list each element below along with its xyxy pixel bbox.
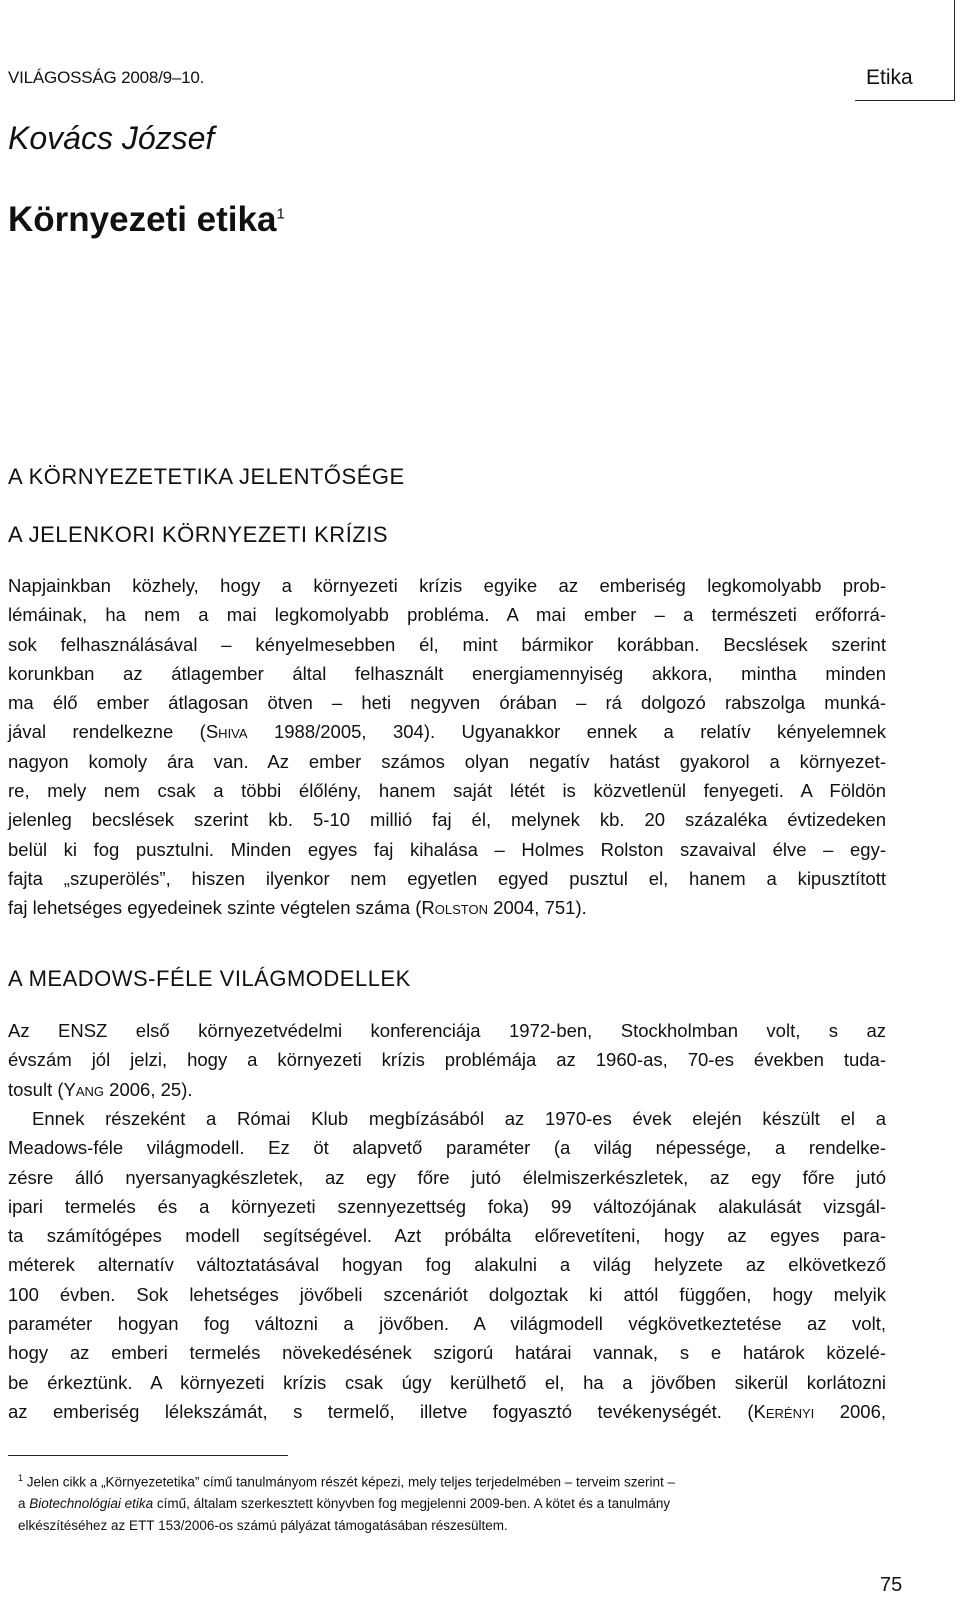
p3-text: Ennek részeként a Római Klub megbízásából az 1970-es évek elején készült el a xyxy=(32,1108,886,1129)
p1-text: jával rendelkezne ( xyxy=(8,721,206,743)
book-title: Biotechnológiai etika xyxy=(29,1496,154,1511)
p1-line xyxy=(8,893,886,922)
citation-author: Shiva xyxy=(205,721,248,743)
p1-line: ma élő ember átlagosan ötven – heti negyven órában – rá dolgozó rabszolga munká- xyxy=(8,692,886,714)
p1-line: korunkban az átlagember által felhasznált energiamennyiség akkora, mintha minden xyxy=(8,662,886,684)
p3-line xyxy=(8,1397,886,1426)
p3-line: zésre álló nyersanyagkészletek, az egy főre jutó élelmiszerkészletek, az egy főre jutó xyxy=(8,1166,886,1188)
citation-author: Yang xyxy=(63,1078,105,1100)
citation-author: Kerényi xyxy=(753,1400,815,1422)
p3-line: paraméter hogyan fog változni a jövőben. A világmodell végkövetkeztetése az volt, xyxy=(8,1313,886,1335)
citation-author: Rolston xyxy=(421,897,489,919)
p1-line: fajta „szuperölés”, hiszen ilyenkor nem egyetlen egyed pusztul el, hanem a kipusztított xyxy=(8,867,886,889)
p1-text: faj lehetséges egyedeinek szinte végtelen száma ( xyxy=(8,897,422,919)
p3-line: ta számítógépes modell segítségével. Azt próbálta előrevetíteni, hogy az egyes para- xyxy=(8,1225,886,1247)
footnote-text: Jelen cikk a „Környezetetika” című tanulmányom részét képezi, mely teljes terjedelmében – terveim szerint – xyxy=(26,1474,676,1490)
p3-text: 2006, xyxy=(814,1400,886,1422)
footnote-line: elkészítéséhez az ETT 153/2006-os számú pályázat támogatásában részesültem. xyxy=(18,1517,508,1533)
p1-line: lémáinak, ha nem a mai legkomolyabb probléma. A mai ember – a természeti erőforrá- xyxy=(8,604,886,626)
article-title-text: Környezeti etika xyxy=(8,200,277,239)
page-number: 75 xyxy=(880,1574,903,1596)
p1-line: re, mely nem csak a többi élőlény, hanem saját létét is közvetlenül fenyegeti. A Földön xyxy=(8,780,886,802)
running-header-journal: VILÁGOSSÁG 2008/9–10. xyxy=(8,68,205,87)
title-footnote-mark: 1 xyxy=(276,205,285,223)
p1-line xyxy=(8,717,886,746)
p2-line: Az ENSZ első környezetvédelmi konferenciája 1972-ben, Stockholmban volt, s az xyxy=(8,1020,886,1041)
p3-line: hogy az emberi termelés növekedésének szigorú határai vannak, s e határok közelé- xyxy=(8,1342,886,1364)
p1-line: jelenleg becslések szerint kb. 5-10 millió faj él, melynek kb. 20 százaléka évtizedeken xyxy=(8,809,886,831)
footnote-line xyxy=(18,1493,888,1515)
p2-line xyxy=(8,1075,886,1104)
footnote xyxy=(18,1468,888,1536)
paragraph-2 xyxy=(8,1016,886,1104)
article-author: Kovács József xyxy=(8,120,215,156)
p2-text: 2006, 25). xyxy=(104,1078,193,1100)
p3-line: méterek alternatív változtatásával hogyan fog alakulni a világ helyzete az elkövetkező xyxy=(8,1254,886,1276)
p1-text: 2004, 751). xyxy=(488,897,587,919)
p3-line: Meadows-féle világmodell. Ez öt alapvető paraméter (a világ népessége, a rendelke- xyxy=(8,1137,886,1159)
footnote-line xyxy=(18,1468,888,1493)
p2-text: tosult ( xyxy=(8,1078,64,1100)
p2-line: évszám jól jelzi, hogy a környezeti krízis problémája az 1960-as, 70-es években tuda- xyxy=(8,1049,886,1071)
p1-line: Napjainkban közhely, hogy a környezeti krízis egyike az emberiség legkomolyabb prob- xyxy=(8,575,886,596)
p3-line xyxy=(8,1104,886,1133)
footnote-rule xyxy=(8,1455,288,1456)
p1-text: 1988/2005, 304). Ugyanakkor ennek a relatív kényelemnek xyxy=(247,721,887,743)
footnote-text: a xyxy=(18,1496,30,1511)
section-heading-1: A KÖRNYEZETETIKA JELENTŐSÉGE xyxy=(8,464,405,489)
paragraph-3 xyxy=(8,1104,886,1426)
p3-line: be érkeztünk. A környezeti krízis csak úgy kerülhető el, ha a jövőben sikerül korlátozni xyxy=(8,1371,886,1393)
p1-line: sok felhasználásával – kényelmesebben él, mint bármikor korábban. Becslések szerint xyxy=(8,633,886,655)
paragraph-1 xyxy=(8,571,886,923)
p3-line: 100 évben. Sok lehetséges jövőbeli szcenáriót dolgoztak ki attól függően, hogy melyik xyxy=(8,1283,886,1305)
footnote-mark: 1 xyxy=(18,1473,24,1483)
footnote-text: című, általam szerkesztett könyvben fog megjelenni 2009-ben. A kötet és a tanulmány xyxy=(153,1496,671,1511)
p1-line: belül ki fog pusztulni. Minden egyes faj kihalása – Holmes Rolston szavaival élve – egy- xyxy=(8,838,886,860)
article-title xyxy=(8,200,285,240)
p1-line: nagyon komoly ára van. Az ember számos olyan negatív hatást gyakorol a környezet- xyxy=(8,750,886,772)
p3-line: ipari termelés és a környezeti szennyezettség foka) 99 változójának alakulását vizsgál- xyxy=(8,1195,886,1217)
p3-text: az emberiség lélekszámát, s termelő, illetve fogyasztó tevékenységét. ( xyxy=(8,1400,754,1422)
section-heading-3: A MEADOWS-FÉLE VILÁGMODELLEK xyxy=(8,966,411,991)
running-header-section: Etika xyxy=(866,66,913,89)
section-heading-2: A JELENKORI KÖRNYEZETI KRÍZIS xyxy=(8,522,389,547)
